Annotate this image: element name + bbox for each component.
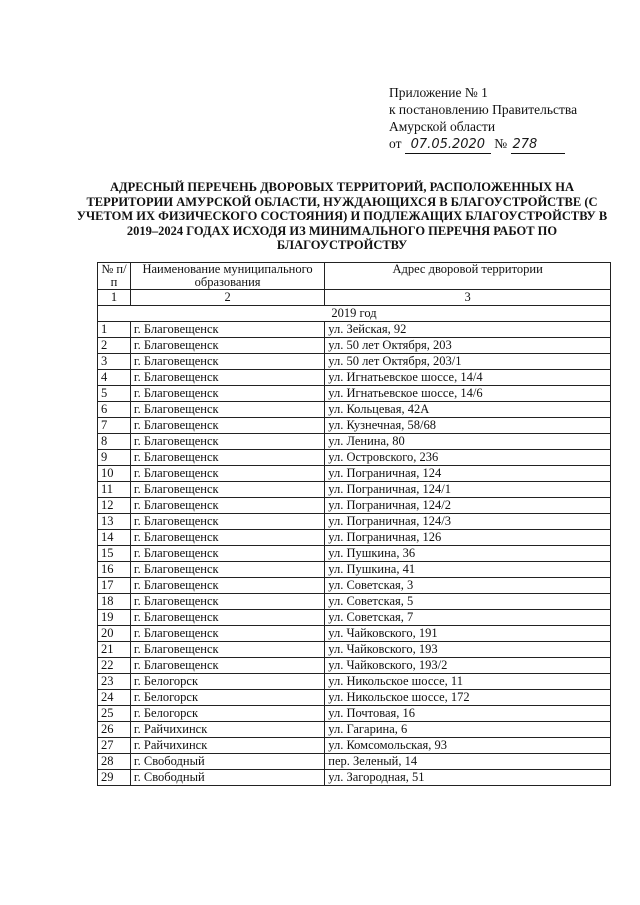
row-address: ул. Пушкина, 36 bbox=[325, 546, 611, 562]
row-number: 29 bbox=[98, 770, 131, 786]
row-address: ул. Зейская, 92 bbox=[325, 322, 611, 338]
header-address: Адрес дворовой территории bbox=[325, 263, 611, 290]
row-number: 23 bbox=[98, 674, 131, 690]
table-row bbox=[98, 738, 611, 754]
address-table bbox=[97, 262, 611, 786]
table-row bbox=[98, 402, 611, 418]
document-title: АДРЕСНЫЙ ПЕРЕЧЕНЬ ДВОРОВЫХ ТЕРРИТОРИЙ, РАСПОЛОЖЕННЫХ НА ТЕРРИТОРИИ АМУРСКОЙ ОБЛАСТИ, НУЖДАЮЩИХСЯ В БЛАГОУСТРОЙСТВЕ (С УЧЕТОМ ИХ ФИЗИЧЕСКОГО СОСТОЯНИЯ) И ПОДЛЕЖАЩИХ БЛАГОУСТРОЙСТВУ В 2019–2024 ГОДАХ ИСХОДЯ ИЗ МИНИМАЛЬНОГО ПЕРЕЧНЯ РАБОТ ПО БЛАГОУСТРОЙСТВУ bbox=[76, 180, 608, 252]
table-row bbox=[98, 642, 611, 658]
row-municipality: г. Благовещенск bbox=[130, 354, 324, 370]
table-row bbox=[98, 530, 611, 546]
row-municipality: г. Благовещенск bbox=[130, 610, 324, 626]
handwritten-date: 07.05.2020 bbox=[405, 136, 491, 154]
row-municipality: г. Благовещенск bbox=[130, 658, 324, 674]
table-row bbox=[98, 370, 611, 386]
table-row bbox=[98, 322, 611, 338]
appendix-from-prefix: от bbox=[389, 136, 402, 151]
table-row bbox=[98, 658, 611, 674]
table-row bbox=[98, 418, 611, 434]
appendix-line-2: к постановлению Правительства bbox=[389, 102, 578, 117]
row-address: ул. Чайковского, 193 bbox=[325, 642, 611, 658]
column-number-1: 1 bbox=[98, 290, 131, 306]
table-row bbox=[98, 690, 611, 706]
row-address: ул. Кузнечная, 58/68 bbox=[325, 418, 611, 434]
row-number: 1 bbox=[98, 322, 131, 338]
table-row bbox=[98, 386, 611, 402]
table-row bbox=[98, 354, 611, 370]
year-row bbox=[98, 306, 611, 322]
row-address: ул. Советская, 3 bbox=[325, 578, 611, 594]
row-municipality: г. Благовещенск bbox=[130, 322, 324, 338]
row-municipality: г. Благовещенск bbox=[130, 338, 324, 354]
row-municipality: г. Благовещенск bbox=[130, 578, 324, 594]
table-row bbox=[98, 674, 611, 690]
row-number: 24 bbox=[98, 690, 131, 706]
row-address: ул. Ленина, 80 bbox=[325, 434, 611, 450]
year-label: 2019 год bbox=[98, 306, 611, 322]
row-address: ул. Пограничная, 124/1 bbox=[325, 482, 611, 498]
row-number: 3 bbox=[98, 354, 131, 370]
row-address: пер. Зеленый, 14 bbox=[325, 754, 611, 770]
table-row bbox=[98, 770, 611, 786]
row-address: ул. Никольское шоссе, 11 bbox=[325, 674, 611, 690]
row-address: ул. Пограничная, 126 bbox=[325, 530, 611, 546]
row-municipality: г. Белогорск bbox=[130, 690, 324, 706]
table-row bbox=[98, 450, 611, 466]
row-municipality: г. Благовещенск bbox=[130, 530, 324, 546]
row-address: ул. Комсомольская, 93 bbox=[325, 738, 611, 754]
row-address: ул. Советская, 5 bbox=[325, 594, 611, 610]
row-address: ул. Пограничная, 124 bbox=[325, 466, 611, 482]
row-number: 4 bbox=[98, 370, 131, 386]
row-address: ул. Пограничная, 124/3 bbox=[325, 514, 611, 530]
table-row bbox=[98, 498, 611, 514]
row-address: ул. Советская, 7 bbox=[325, 610, 611, 626]
row-municipality: г. Райчихинск bbox=[130, 738, 324, 754]
row-municipality: г. Благовещенск bbox=[130, 466, 324, 482]
row-municipality: г. Благовещенск bbox=[130, 498, 324, 514]
row-address: ул. Островского, 236 bbox=[325, 450, 611, 466]
table-row bbox=[98, 562, 611, 578]
table-row bbox=[98, 514, 611, 530]
row-number: 2 bbox=[98, 338, 131, 354]
row-address: ул. Почтовая, 16 bbox=[325, 706, 611, 722]
table-row bbox=[98, 754, 611, 770]
row-address: ул. Пушкина, 41 bbox=[325, 562, 611, 578]
row-address: ул. Чайковского, 191 bbox=[325, 626, 611, 642]
row-municipality: г. Благовещенск bbox=[130, 434, 324, 450]
table-column-number-row bbox=[98, 290, 611, 306]
row-number: 15 bbox=[98, 546, 131, 562]
header-municipality: Наименование муниципального образования bbox=[130, 263, 324, 290]
row-municipality: г. Благовещенск bbox=[130, 514, 324, 530]
appendix-number-sign: № bbox=[494, 136, 508, 151]
row-number: 6 bbox=[98, 402, 131, 418]
row-address: ул. Загородная, 51 bbox=[325, 770, 611, 786]
appendix-line-3: Амурской области bbox=[389, 119, 496, 134]
table-row bbox=[98, 546, 611, 562]
row-municipality: г. Благовещенск bbox=[130, 562, 324, 578]
row-address: ул. Кольцевая, 42А bbox=[325, 402, 611, 418]
row-number: 26 bbox=[98, 722, 131, 738]
row-municipality: г. Благовещенск bbox=[130, 418, 324, 434]
row-number: 22 bbox=[98, 658, 131, 674]
row-address: ул. Чайковского, 193/2 bbox=[325, 658, 611, 674]
row-number: 27 bbox=[98, 738, 131, 754]
row-municipality: г. Благовещенск bbox=[130, 450, 324, 466]
row-address: ул. Гагарина, 6 bbox=[325, 722, 611, 738]
row-municipality: г. Свободный bbox=[130, 770, 324, 786]
row-number: 16 bbox=[98, 562, 131, 578]
table-header-row bbox=[98, 263, 611, 290]
row-municipality: г. Свободный bbox=[130, 754, 324, 770]
row-address: ул. 50 лет Октября, 203/1 bbox=[325, 354, 611, 370]
row-number: 13 bbox=[98, 514, 131, 530]
row-number: 25 bbox=[98, 706, 131, 722]
row-municipality: г. Райчихинск bbox=[130, 722, 324, 738]
row-number: 18 bbox=[98, 594, 131, 610]
column-number-3: 3 bbox=[325, 290, 611, 306]
table-row bbox=[98, 610, 611, 626]
header-number: № п/п bbox=[98, 263, 131, 290]
table-row bbox=[98, 706, 611, 722]
row-municipality: г. Благовещенск bbox=[130, 402, 324, 418]
row-municipality: г. Благовещенск bbox=[130, 626, 324, 642]
table-row bbox=[98, 594, 611, 610]
table-row bbox=[98, 578, 611, 594]
table-row bbox=[98, 338, 611, 354]
table-row bbox=[98, 466, 611, 482]
row-address: ул. Никольское шоссе, 172 bbox=[325, 690, 611, 706]
appendix-date-line bbox=[389, 135, 577, 154]
row-municipality: г. Благовещенск bbox=[130, 642, 324, 658]
handwritten-number: 278 bbox=[511, 136, 565, 154]
row-address: ул. Игнатьевское шоссе, 14/6 bbox=[325, 386, 611, 402]
table-row bbox=[98, 482, 611, 498]
row-number: 14 bbox=[98, 530, 131, 546]
row-municipality: г. Благовещенск bbox=[130, 546, 324, 562]
row-municipality: г. Белогорск bbox=[130, 706, 324, 722]
row-address: ул. 50 лет Октября, 203 bbox=[325, 338, 611, 354]
appendix-line-1: Приложение № 1 bbox=[389, 85, 488, 100]
column-number-2: 2 bbox=[130, 290, 324, 306]
appendix-block bbox=[389, 84, 577, 154]
row-number: 28 bbox=[98, 754, 131, 770]
row-address: ул. Пограничная, 124/2 bbox=[325, 498, 611, 514]
row-number: 7 bbox=[98, 418, 131, 434]
row-address: ул. Игнатьевское шоссе, 14/4 bbox=[325, 370, 611, 386]
row-municipality: г. Благовещенск bbox=[130, 386, 324, 402]
table-row bbox=[98, 722, 611, 738]
row-number: 11 bbox=[98, 482, 131, 498]
row-number: 8 bbox=[98, 434, 131, 450]
row-municipality: г. Благовещенск bbox=[130, 370, 324, 386]
row-municipality: г. Благовещенск bbox=[130, 594, 324, 610]
row-number: 19 bbox=[98, 610, 131, 626]
row-number: 20 bbox=[98, 626, 131, 642]
row-number: 17 bbox=[98, 578, 131, 594]
row-municipality: г. Благовещенск bbox=[130, 482, 324, 498]
row-number: 21 bbox=[98, 642, 131, 658]
row-number: 9 bbox=[98, 450, 131, 466]
table-row bbox=[98, 434, 611, 450]
row-number: 10 bbox=[98, 466, 131, 482]
table-row bbox=[98, 626, 611, 642]
row-number: 5 bbox=[98, 386, 131, 402]
row-municipality: г. Белогорск bbox=[130, 674, 324, 690]
row-number: 12 bbox=[98, 498, 131, 514]
